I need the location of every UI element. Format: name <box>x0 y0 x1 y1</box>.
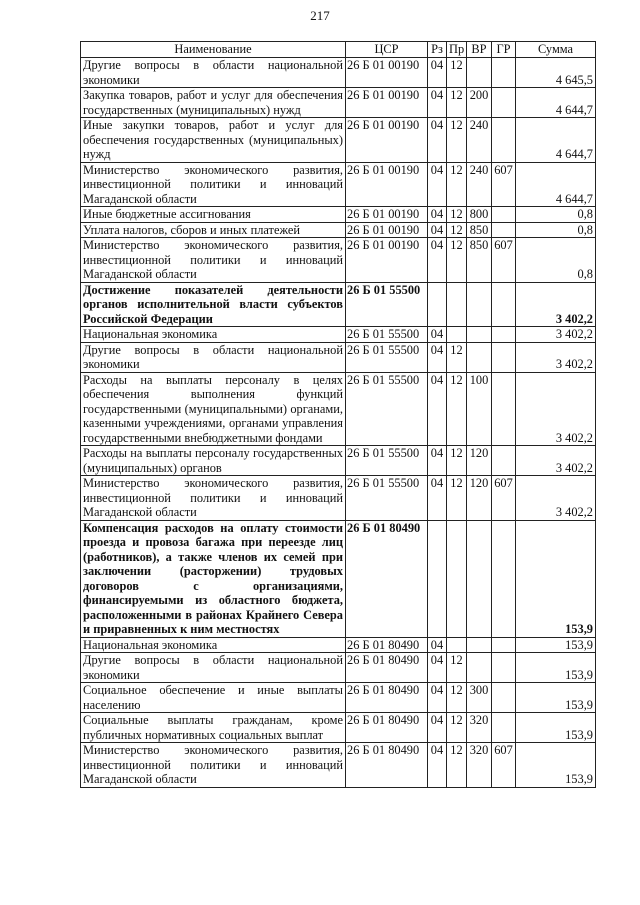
table-row <box>81 372 596 446</box>
cell-rz: 04 <box>428 207 447 223</box>
cell-name: Достижение показателей деятельности органов исполнительной власти субъектов Российской Федерации <box>81 282 346 327</box>
cell-gr: 607 <box>492 476 516 521</box>
cell-csr: 26 Б 01 55500 <box>346 372 428 446</box>
cell-name: Министерство экономического развития, инвестиционной политики и инноваций Магаданской области <box>81 476 346 521</box>
cell-gr <box>492 653 516 683</box>
cell-gr <box>492 207 516 223</box>
cell-vr: 320 <box>467 713 492 743</box>
cell-sum: 153,9 <box>516 637 596 653</box>
cell-vr <box>467 653 492 683</box>
cell-name: Компенсация расходов на оплату стоимости проезда и провоза багажа при переезде лиц (работников), а также членов их семей при заключении (расторжении) трудовых договоров с организациями, финансируемыми из областного бюджета, расположенными в районах Крайнего Севера и приравненных к ним местностях <box>81 520 346 637</box>
cell-sum: 4 644,7 <box>516 118 596 163</box>
cell-pr: 12 <box>447 162 467 207</box>
cell-name: Закупка товаров, работ и услуг для обеспечения государственных (муниципальных) нужд <box>81 88 346 118</box>
cell-vr <box>467 327 492 343</box>
cell-gr <box>492 222 516 238</box>
cell-name: Социальные выплаты гражданам, кроме публичных нормативных социальных выплат <box>81 713 346 743</box>
cell-pr <box>447 637 467 653</box>
table-row <box>81 88 596 118</box>
cell-csr: 26 Б 01 80490 <box>346 683 428 713</box>
cell-vr <box>467 637 492 653</box>
table-row <box>81 476 596 521</box>
cell-csr: 26 Б 01 55500 <box>346 282 428 327</box>
cell-vr: 300 <box>467 683 492 713</box>
cell-pr: 12 <box>447 88 467 118</box>
cell-gr <box>492 372 516 446</box>
cell-vr: 240 <box>467 118 492 163</box>
cell-rz: 04 <box>428 653 447 683</box>
cell-csr: 26 Б 01 00190 <box>346 162 428 207</box>
cell-csr: 26 Б 01 55500 <box>346 327 428 343</box>
cell-rz <box>428 282 447 327</box>
cell-vr: 120 <box>467 446 492 476</box>
cell-pr: 12 <box>447 743 467 788</box>
cell-rz: 04 <box>428 58 447 88</box>
cell-csr: 26 Б 01 00190 <box>346 207 428 223</box>
table-header-row <box>81 42 596 58</box>
cell-pr: 12 <box>447 238 467 283</box>
cell-csr: 26 Б 01 80490 <box>346 713 428 743</box>
cell-sum: 3 402,2 <box>516 327 596 343</box>
cell-name: Расходы на выплаты персоналу в целях обеспечения выполнения функций государственными (муниципальными) органами, казенными учреждениями, органами управления государственными внебюджетными фондами <box>81 372 346 446</box>
cell-pr: 12 <box>447 713 467 743</box>
cell-pr: 12 <box>447 372 467 446</box>
cell-sum: 153,9 <box>516 713 596 743</box>
cell-vr <box>467 342 492 372</box>
cell-vr: 850 <box>467 222 492 238</box>
cell-sum: 3 402,2 <box>516 342 596 372</box>
cell-rz: 04 <box>428 637 447 653</box>
cell-csr: 26 Б 01 80490 <box>346 637 428 653</box>
header-vr: ВР <box>467 42 492 58</box>
table-body <box>81 58 596 788</box>
table-row <box>81 282 596 327</box>
cell-pr: 12 <box>447 476 467 521</box>
cell-gr <box>492 282 516 327</box>
cell-name: Министерство экономического развития, инвестиционной политики и инноваций Магаданской области <box>81 238 346 283</box>
cell-sum: 4 644,7 <box>516 88 596 118</box>
cell-gr <box>492 88 516 118</box>
table-row <box>81 58 596 88</box>
budget-table <box>80 41 596 788</box>
cell-gr <box>492 446 516 476</box>
cell-sum: 4 645,5 <box>516 58 596 88</box>
cell-gr: 607 <box>492 743 516 788</box>
header-name: Наименование <box>81 42 346 58</box>
cell-csr: 26 Б 01 55500 <box>346 446 428 476</box>
cell-vr: 240 <box>467 162 492 207</box>
table-row <box>81 713 596 743</box>
cell-name: Министерство экономического развития, инвестиционной политики и инноваций Магаданской области <box>81 743 346 788</box>
cell-rz: 04 <box>428 372 447 446</box>
cell-sum: 3 402,2 <box>516 446 596 476</box>
cell-vr: 800 <box>467 207 492 223</box>
cell-csr: 26 Б 01 00190 <box>346 88 428 118</box>
cell-sum: 3 402,2 <box>516 476 596 521</box>
cell-pr: 12 <box>447 58 467 88</box>
table-row <box>81 446 596 476</box>
cell-name: Другие вопросы в области национальной экономики <box>81 58 346 88</box>
cell-csr: 26 Б 01 80490 <box>346 653 428 683</box>
cell-sum: 0,8 <box>516 207 596 223</box>
cell-csr: 26 Б 01 00190 <box>346 58 428 88</box>
cell-csr: 26 Б 01 55500 <box>346 342 428 372</box>
cell-gr <box>492 118 516 163</box>
cell-gr: 607 <box>492 162 516 207</box>
header-sum: Сумма <box>516 42 596 58</box>
cell-pr: 12 <box>447 446 467 476</box>
cell-name: Другие вопросы в области национальной экономики <box>81 653 346 683</box>
cell-csr: 26 Б 01 00190 <box>346 118 428 163</box>
cell-vr <box>467 520 492 637</box>
cell-gr <box>492 58 516 88</box>
cell-pr: 12 <box>447 207 467 223</box>
table-row <box>81 520 596 637</box>
cell-pr <box>447 327 467 343</box>
cell-name: Социальное обеспечение и иные выплаты населению <box>81 683 346 713</box>
cell-rz: 04 <box>428 118 447 163</box>
page-number: 217 <box>310 8 330 23</box>
cell-sum: 3 402,2 <box>516 372 596 446</box>
cell-vr <box>467 282 492 327</box>
cell-sum: 4 644,7 <box>516 162 596 207</box>
header-rz: Рз <box>428 42 447 58</box>
cell-csr: 26 Б 01 00190 <box>346 222 428 238</box>
cell-csr: 26 Б 01 80490 <box>346 520 428 637</box>
cell-vr: 200 <box>467 88 492 118</box>
cell-rz: 04 <box>428 743 447 788</box>
cell-gr <box>492 683 516 713</box>
cell-csr: 26 Б 01 00190 <box>346 238 428 283</box>
cell-gr <box>492 637 516 653</box>
cell-sum: 153,9 <box>516 683 596 713</box>
cell-name: Национальная экономика <box>81 327 346 343</box>
table-row <box>81 327 596 343</box>
cell-csr: 26 Б 01 80490 <box>346 743 428 788</box>
header-pr: Пр <box>447 42 467 58</box>
cell-vr: 850 <box>467 238 492 283</box>
cell-vr: 120 <box>467 476 492 521</box>
table-row <box>81 118 596 163</box>
cell-vr <box>467 58 492 88</box>
cell-name: Уплата налогов, сборов и иных платежей <box>81 222 346 238</box>
cell-pr: 12 <box>447 653 467 683</box>
cell-rz: 04 <box>428 446 447 476</box>
cell-rz: 04 <box>428 222 447 238</box>
table-row <box>81 653 596 683</box>
cell-rz: 04 <box>428 162 447 207</box>
header-csr: ЦСР <box>346 42 428 58</box>
table-row <box>81 222 596 238</box>
table-row <box>81 342 596 372</box>
cell-sum: 153,9 <box>516 520 596 637</box>
cell-sum: 0,8 <box>516 238 596 283</box>
cell-name: Другие вопросы в области национальной экономики <box>81 342 346 372</box>
cell-vr: 100 <box>467 372 492 446</box>
cell-pr: 12 <box>447 342 467 372</box>
header-gr: ГР <box>492 42 516 58</box>
cell-gr <box>492 713 516 743</box>
cell-csr: 26 Б 01 55500 <box>346 476 428 521</box>
cell-sum: 153,9 <box>516 743 596 788</box>
table-row <box>81 743 596 788</box>
cell-gr <box>492 327 516 343</box>
table-row <box>81 207 596 223</box>
cell-name: Расходы на выплаты персоналу государственных (муниципальных) органов <box>81 446 346 476</box>
cell-gr <box>492 342 516 372</box>
cell-rz <box>428 520 447 637</box>
cell-sum: 0,8 <box>516 222 596 238</box>
cell-rz: 04 <box>428 327 447 343</box>
cell-name: Иные закупки товаров, работ и услуг для обеспечения государственных (муниципальных) нужд <box>81 118 346 163</box>
cell-sum: 153,9 <box>516 653 596 683</box>
cell-rz: 04 <box>428 88 447 118</box>
cell-name: Иные бюджетные ассигнования <box>81 207 346 223</box>
table-row <box>81 162 596 207</box>
cell-pr: 12 <box>447 118 467 163</box>
cell-gr: 607 <box>492 238 516 283</box>
cell-vr: 320 <box>467 743 492 788</box>
cell-pr: 12 <box>447 683 467 713</box>
table-row <box>81 238 596 283</box>
cell-name: Национальная экономика <box>81 637 346 653</box>
cell-name: Министерство экономического развития, инвестиционной политики и инноваций Магаданской области <box>81 162 346 207</box>
cell-rz: 04 <box>428 683 447 713</box>
cell-rz: 04 <box>428 476 447 521</box>
cell-rz: 04 <box>428 713 447 743</box>
cell-rz: 04 <box>428 342 447 372</box>
cell-rz: 04 <box>428 238 447 283</box>
cell-pr <box>447 520 467 637</box>
table-row <box>81 683 596 713</box>
table-row <box>81 637 596 653</box>
cell-pr <box>447 282 467 327</box>
cell-sum: 3 402,2 <box>516 282 596 327</box>
cell-gr <box>492 520 516 637</box>
cell-pr: 12 <box>447 222 467 238</box>
